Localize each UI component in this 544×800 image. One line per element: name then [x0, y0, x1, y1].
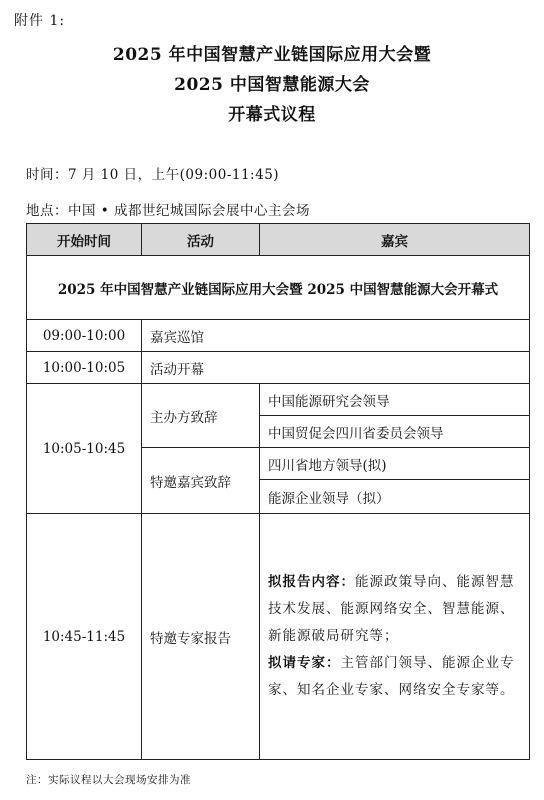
guest-cell: 中国能源研究会领导 — [260, 384, 530, 416]
expert-label: 拟请专家： — [268, 655, 341, 671]
row-time: 10:45-11:45 — [27, 514, 142, 760]
row-time: 10:00-10:05 — [27, 352, 142, 384]
guest-cell: 中国贸促会四川省委员会领导 — [260, 416, 530, 448]
plenary-row — [27, 256, 530, 320]
header-start-time: 开始时间 — [27, 224, 142, 256]
report-cell — [260, 514, 530, 760]
expert-text: 主管部门领导、能源企业专家、知名企业专家、网络安全专家等。 — [268, 655, 515, 698]
table-row — [27, 384, 530, 416]
header-guests: 嘉宾 — [260, 224, 530, 256]
row-activity: 特邀嘉宾致辞 — [142, 448, 260, 514]
table-row — [27, 320, 530, 352]
header-activity: 活动 — [142, 224, 260, 256]
report-content-label: 拟报告内容： — [268, 574, 355, 590]
row-activity: 特邀专家报告 — [142, 514, 260, 760]
plenary-title: 2025 年中国智慧产业链国际应用大会暨 2025 中国智慧能源大会开幕式 — [27, 256, 530, 320]
title-line-2: 2025 中国智慧能源大会 — [174, 75, 370, 95]
row-time: 09:00-10:00 — [27, 320, 142, 352]
row-activity: 活动开幕 — [142, 352, 530, 384]
row-activity: 嘉宾巡馆 — [142, 320, 530, 352]
row-time: 10:05-10:45 — [27, 384, 142, 514]
table-row — [27, 514, 530, 760]
report-details — [260, 561, 529, 712]
agenda-table — [26, 223, 530, 760]
table-header-row — [27, 224, 530, 256]
guest-cell: 四川省地方领导(拟) — [260, 448, 530, 480]
document-title — [0, 40, 544, 130]
row-activity: 主办方致辞 — [142, 384, 260, 448]
guest-cell: 能源企业领导（拟） — [260, 480, 530, 514]
footnote: 注：实际议程以大会现场安排为准 — [26, 774, 191, 786]
title-line-3: 开幕式议程 — [228, 105, 316, 125]
event-time: 时间：7 月 10 日，上午(09:00-11:45) — [26, 167, 280, 183]
table-row — [27, 352, 530, 384]
event-place: 地点：中国 • 成都世纪城国际会展中心主会场 — [26, 203, 311, 219]
annex-label: 附件 1: — [14, 13, 66, 29]
report-content-text: 能源政策导向、能源智慧技术发展、能源网络安全、智慧能源、新能源破局研究等； — [268, 574, 515, 644]
title-line-1: 2025 年中国智慧产业链国际应用大会暨 — [112, 45, 432, 65]
